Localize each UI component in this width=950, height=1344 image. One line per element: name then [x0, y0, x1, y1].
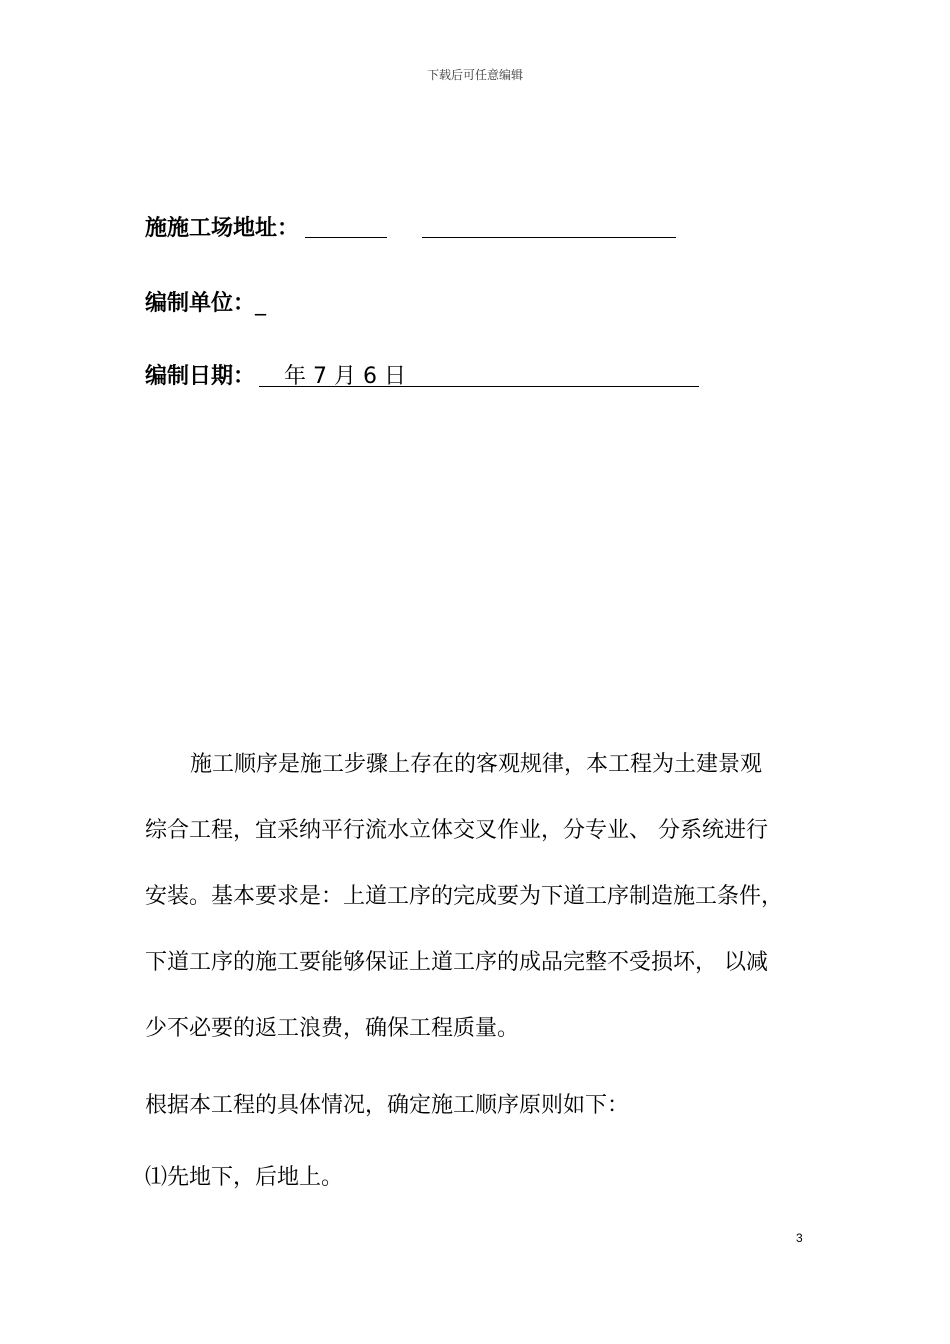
site-address-underline-2 [422, 237, 676, 238]
date-value: 年 7 月 6 日 [284, 364, 406, 389]
unit-value: _ [255, 291, 267, 316]
paragraph-line-5: 少不必要的返工浪费，确保工程质量。 [145, 1016, 520, 1041]
paragraph-line-4: 下道工序的施工要能够保证上道工序的成品完整不受损坏， 以减 [145, 950, 768, 975]
paragraph-line-3: 安装。基本要求是：上道工序的完成要为下道工序制造施工条件， [145, 884, 784, 909]
principle-item-1: ⑴先地下，后地上。 [145, 1165, 344, 1190]
site-address-underline-1 [305, 237, 387, 238]
unit-label-text: 编制单位： [145, 291, 256, 316]
principle-intro: 根据本工程的具体情况，确定施工顺序原则如下： [145, 1093, 630, 1118]
unit-label [145, 289, 266, 319]
paragraph-line-1: 施工顺序是施工步骤上存在的客观规律，本工程为土建景观 [190, 752, 763, 777]
site-address-label: 施施工场地址： [145, 216, 300, 241]
header-note: 下载后可任意编辑 [426, 68, 523, 82]
page-number: 3 [796, 1231, 803, 1245]
paragraph-line-2: 综合工程，宜采纳平行流水立体交叉作业，分专业、 分系统进行 [145, 818, 768, 843]
date-label: 编制日期： [145, 364, 256, 389]
date-underline [259, 386, 699, 387]
